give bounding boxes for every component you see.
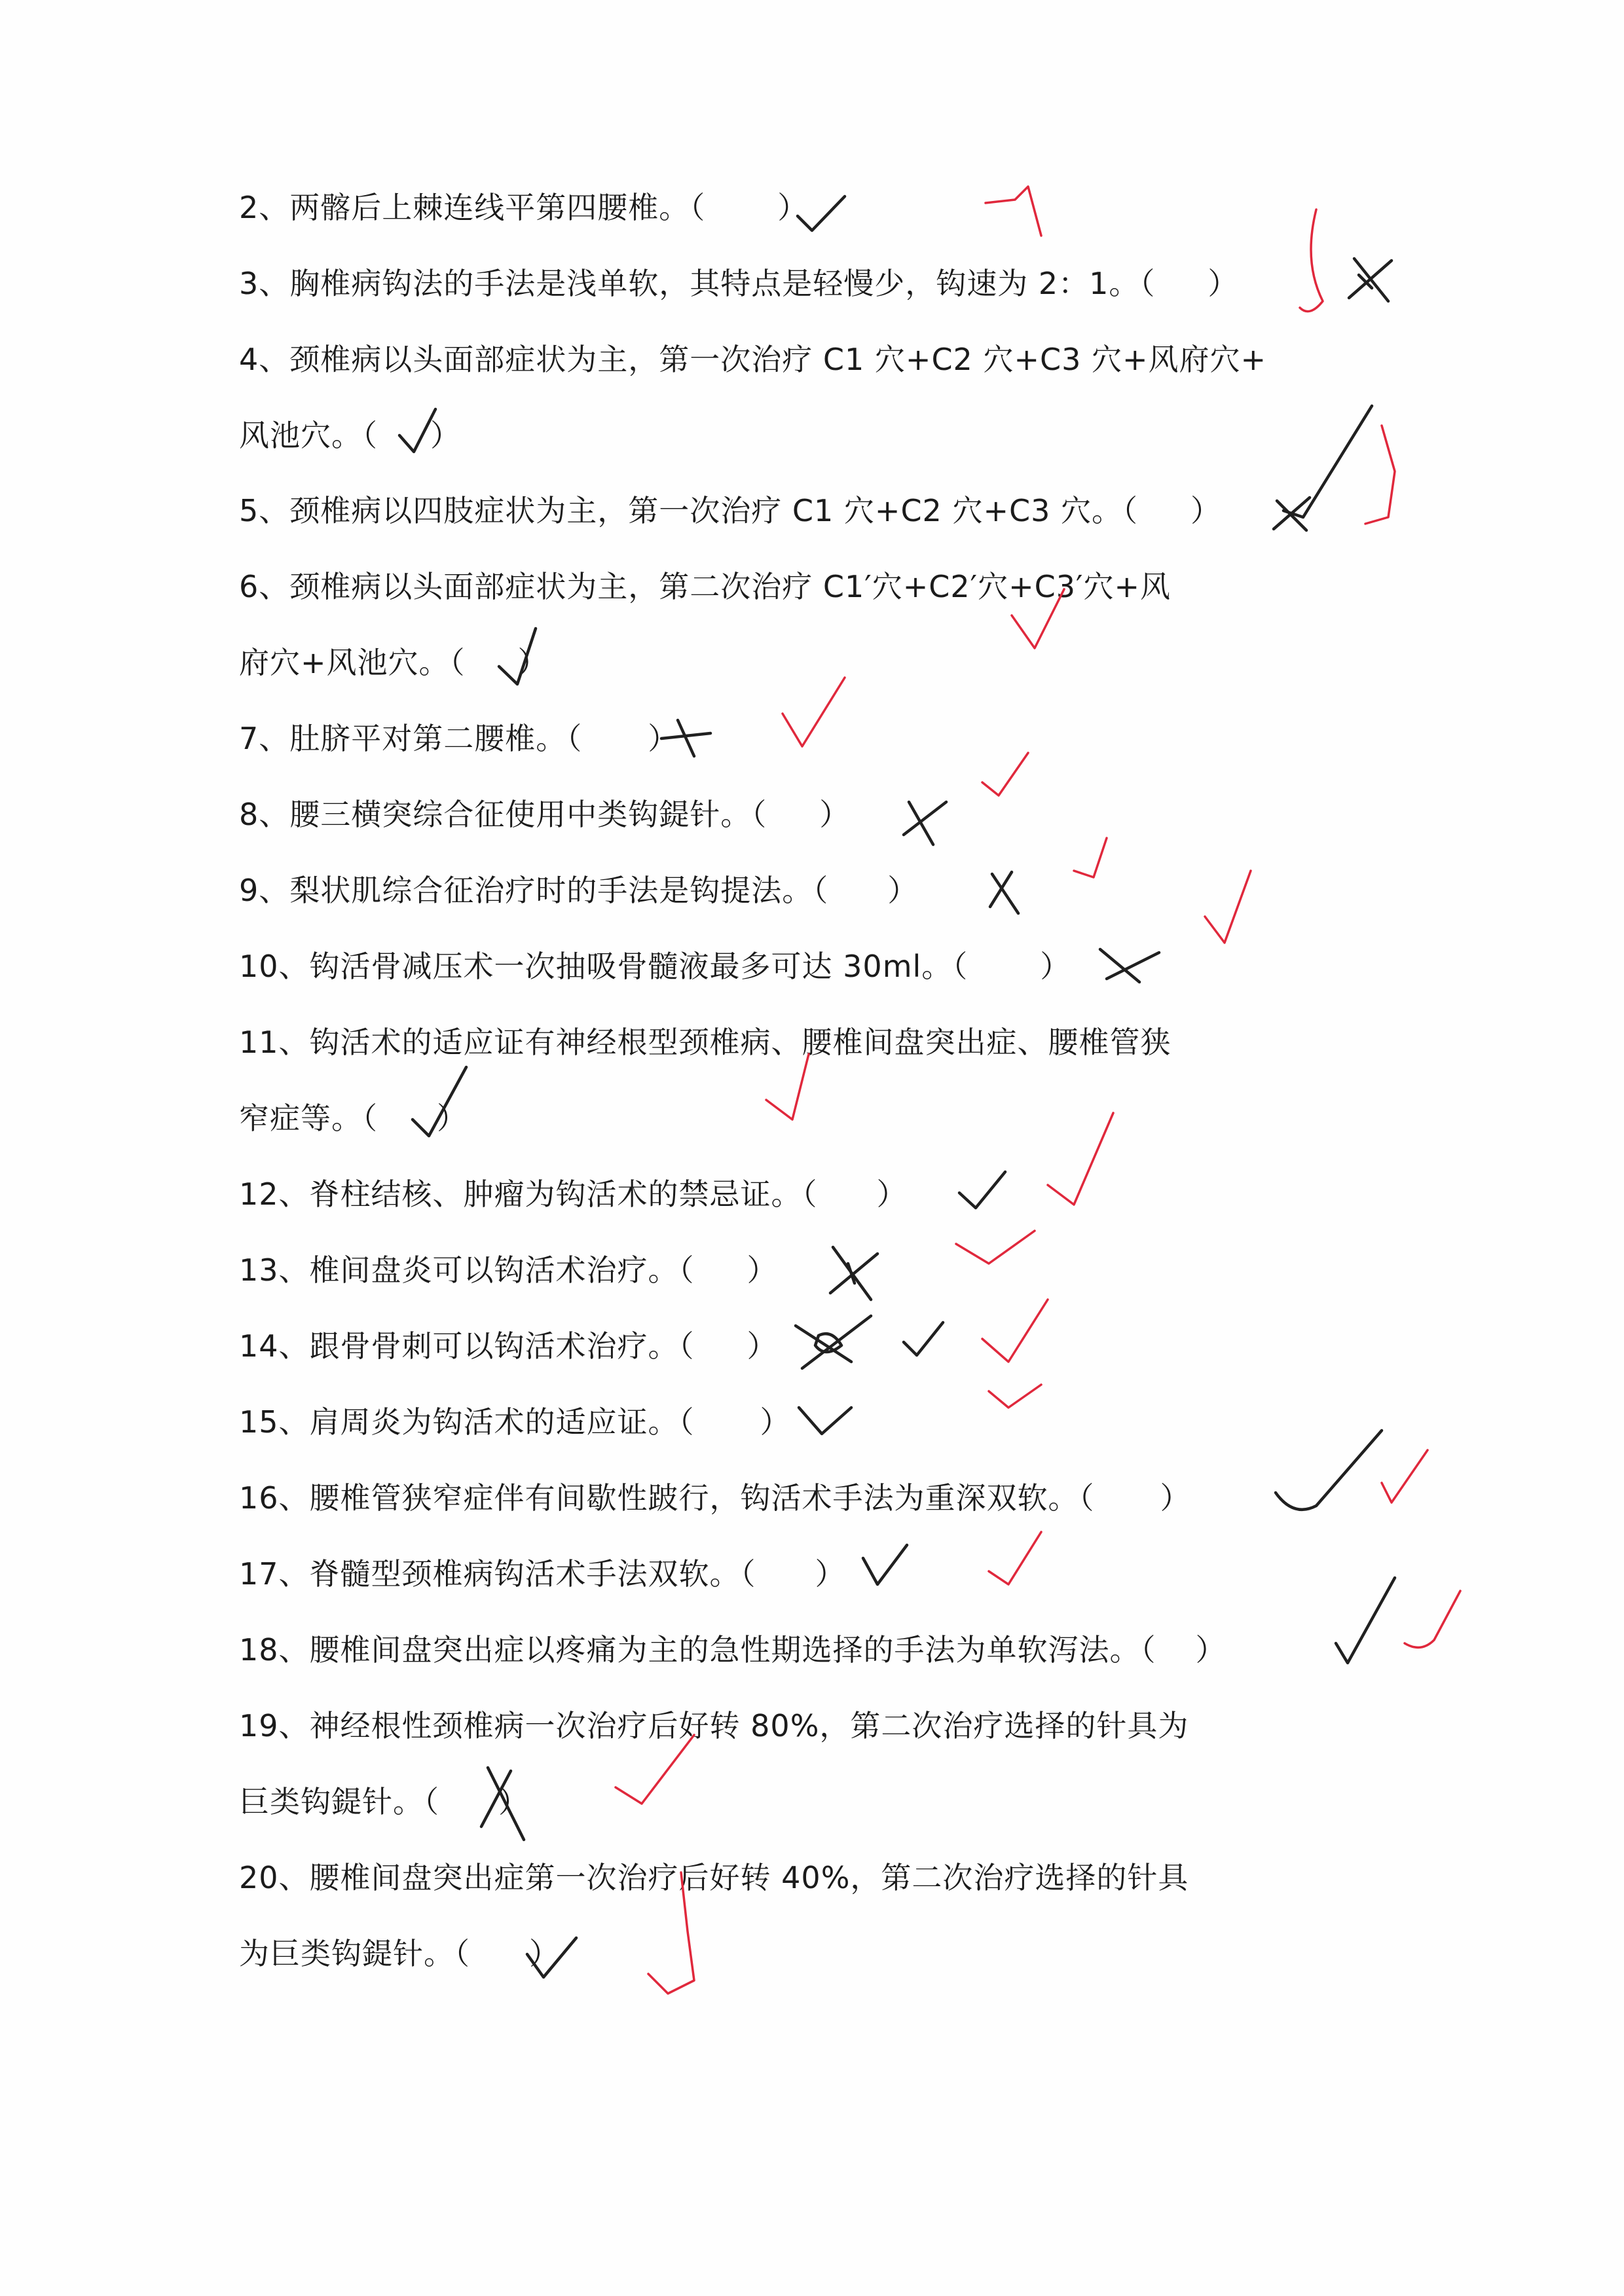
question-text: 7、肚脐平对第二腰椎。（	[239, 721, 583, 756]
question-text: 18、腰椎间盘突出症以疼痛为主的急性期选择的手法为单软泻法。（	[239, 1632, 1156, 1667]
question-text: 12、脊柱结核、肿瘤为钩活术的禁忌证。（	[239, 1176, 818, 1212]
question-18	[239, 1630, 1227, 1669]
grade-mark-17	[989, 1532, 1041, 1584]
question-15	[239, 1402, 791, 1442]
answer-check-mark-12	[959, 1172, 1005, 1208]
question-text: 3、胸椎病钩法的手法是浅单软，其特点是轻慢少，钩速为 2：1。（	[239, 266, 1156, 301]
question-text: 10、钩活骨减压术一次抽吸骨髓液最多可达 30ml。（	[239, 949, 969, 984]
closing-paren: ）	[1160, 1480, 1191, 1516]
grade-mark-7	[783, 678, 845, 746]
question-6-line-2	[239, 643, 549, 682]
closing-paren: ）	[876, 1176, 908, 1212]
grade-mark-5	[1365, 426, 1395, 524]
closing-paren: ）	[819, 797, 851, 832]
question-text: 11、钩活术的适应证有神经根型颈椎病、腰椎间盘突出症、腰椎管狭	[239, 1025, 1172, 1060]
question-7	[239, 719, 678, 758]
closing-paren: ）	[1040, 949, 1071, 984]
question-9	[239, 871, 918, 910]
closing-paren: ）	[760, 1404, 791, 1440]
closing-paren: ）	[498, 1784, 529, 1819]
closing-paren: ）	[777, 190, 809, 225]
question-text: 20、腰椎间盘突出症第一次治疗后好转 40%，第二次治疗选择的针具	[239, 1860, 1189, 1895]
grade-mark-3	[1300, 210, 1323, 312]
question-text: 2、两髂后上棘连线平第四腰椎。（	[239, 190, 706, 225]
question-text: 4、颈椎病以头面部症状为主，第一次治疗 C1 穴+C2 穴+C3 穴+风府穴+	[239, 342, 1267, 377]
question-3	[239, 264, 1238, 303]
answer-cross-mark-14	[796, 1316, 871, 1368]
question-text: 府穴+风池穴。（	[239, 645, 466, 680]
grade-mark-11	[766, 1054, 809, 1120]
question-11-line-2	[239, 1099, 468, 1138]
question-20-line-2	[239, 1934, 560, 1973]
answer-cross-mark-3	[1349, 259, 1392, 301]
question-text: 巨类钩鍉针。（	[239, 1784, 439, 1819]
question-text: 窄症等。（	[239, 1101, 378, 1136]
question-4-line-1	[239, 340, 1266, 379]
question-5	[239, 491, 1221, 530]
answer-check-mark-15	[799, 1408, 851, 1434]
grade-mark-18	[1405, 1591, 1460, 1647]
grade-mark-14	[982, 1300, 1048, 1362]
question-text: 6、颈椎病以头面部症状为主，第二次治疗 C1′穴+C2′穴+C3′穴+风	[239, 569, 1172, 604]
question-4-line-2	[239, 416, 461, 455]
question-text: 19、神经根性颈椎病一次治疗后好转 80%，第二次治疗选择的针具为	[239, 1708, 1189, 1743]
question-10	[239, 947, 1071, 986]
grade-mark-16	[1382, 1450, 1428, 1503]
answer-check-mark-18	[1336, 1578, 1395, 1663]
question-text: 8、腰三横突综合征使用中类钩鍉针。（	[239, 797, 767, 832]
closing-paren: ）	[430, 418, 461, 453]
grade-mark-2	[986, 187, 1041, 236]
question-text: 17、脊髓型颈椎病钩活术手法双软。（	[239, 1556, 756, 1592]
answer-cross-mark-5	[1274, 406, 1372, 530]
closing-paren: ）	[1208, 266, 1239, 301]
closing-paren: ）	[648, 721, 679, 756]
question-text: 16、腰椎管狭窄症伴有间歇性跛行，钩活术手法为重深双软。（	[239, 1480, 1095, 1516]
answer-check-mark-16	[1276, 1430, 1382, 1510]
grade-mark-15	[989, 1385, 1041, 1408]
question-19-line-1	[239, 1706, 1189, 1745]
question-20-line-1	[239, 1858, 1189, 1897]
answer-cross-mark-13	[830, 1247, 877, 1300]
question-17	[239, 1554, 846, 1594]
answer-check-mark-14b	[904, 1322, 943, 1355]
closing-paren: ）	[887, 873, 919, 908]
grade-mark-10	[1205, 871, 1251, 943]
closing-paren: ）	[747, 1252, 778, 1288]
question-8	[239, 795, 850, 834]
question-6-line-1	[239, 567, 1171, 606]
question-16	[239, 1478, 1191, 1518]
answer-check-mark-17	[863, 1545, 907, 1584]
closing-paren: ）	[1195, 1632, 1227, 1667]
answer-cross-mark-9	[990, 872, 1018, 913]
question-11-line-1	[239, 1023, 1172, 1062]
answer-cross-mark-10	[1100, 949, 1159, 982]
question-14	[239, 1326, 778, 1366]
question-text: 9、梨状肌综合征治疗时的手法是钩提法。（	[239, 873, 829, 908]
question-text: 13、椎间盘炎可以钩活术治疗。（	[239, 1252, 695, 1288]
grade-mark-13	[956, 1231, 1035, 1264]
grade-mark-8	[982, 753, 1028, 795]
question-text: 5、颈椎病以四肢症状为主，第一次治疗 C1 穴+C2 穴+C3 穴。（	[239, 493, 1138, 528]
closing-paren: ）	[1190, 493, 1221, 528]
answer-cross-mark-8	[904, 802, 946, 845]
question-13	[239, 1250, 778, 1290]
question-19-line-2	[239, 1782, 529, 1821]
grade-mark-9	[1074, 838, 1107, 877]
closing-paren: ）	[437, 1101, 468, 1136]
question-text: 风池穴。（	[239, 418, 378, 453]
closing-paren: ）	[747, 1328, 778, 1364]
question-text: 为巨类钩鍉针。（	[239, 1936, 470, 1971]
question-text: 14、跟骨骨刺可以钩活术治疗。（	[239, 1328, 695, 1364]
closing-paren: ）	[815, 1556, 846, 1592]
closing-paren: ）	[517, 645, 549, 680]
grade-mark-12	[1048, 1113, 1113, 1205]
question-12	[239, 1175, 908, 1214]
closing-paren: ）	[529, 1936, 560, 1971]
question-text: 15、肩周炎为钩活术的适应证。（	[239, 1404, 695, 1440]
question-2	[239, 188, 808, 227]
